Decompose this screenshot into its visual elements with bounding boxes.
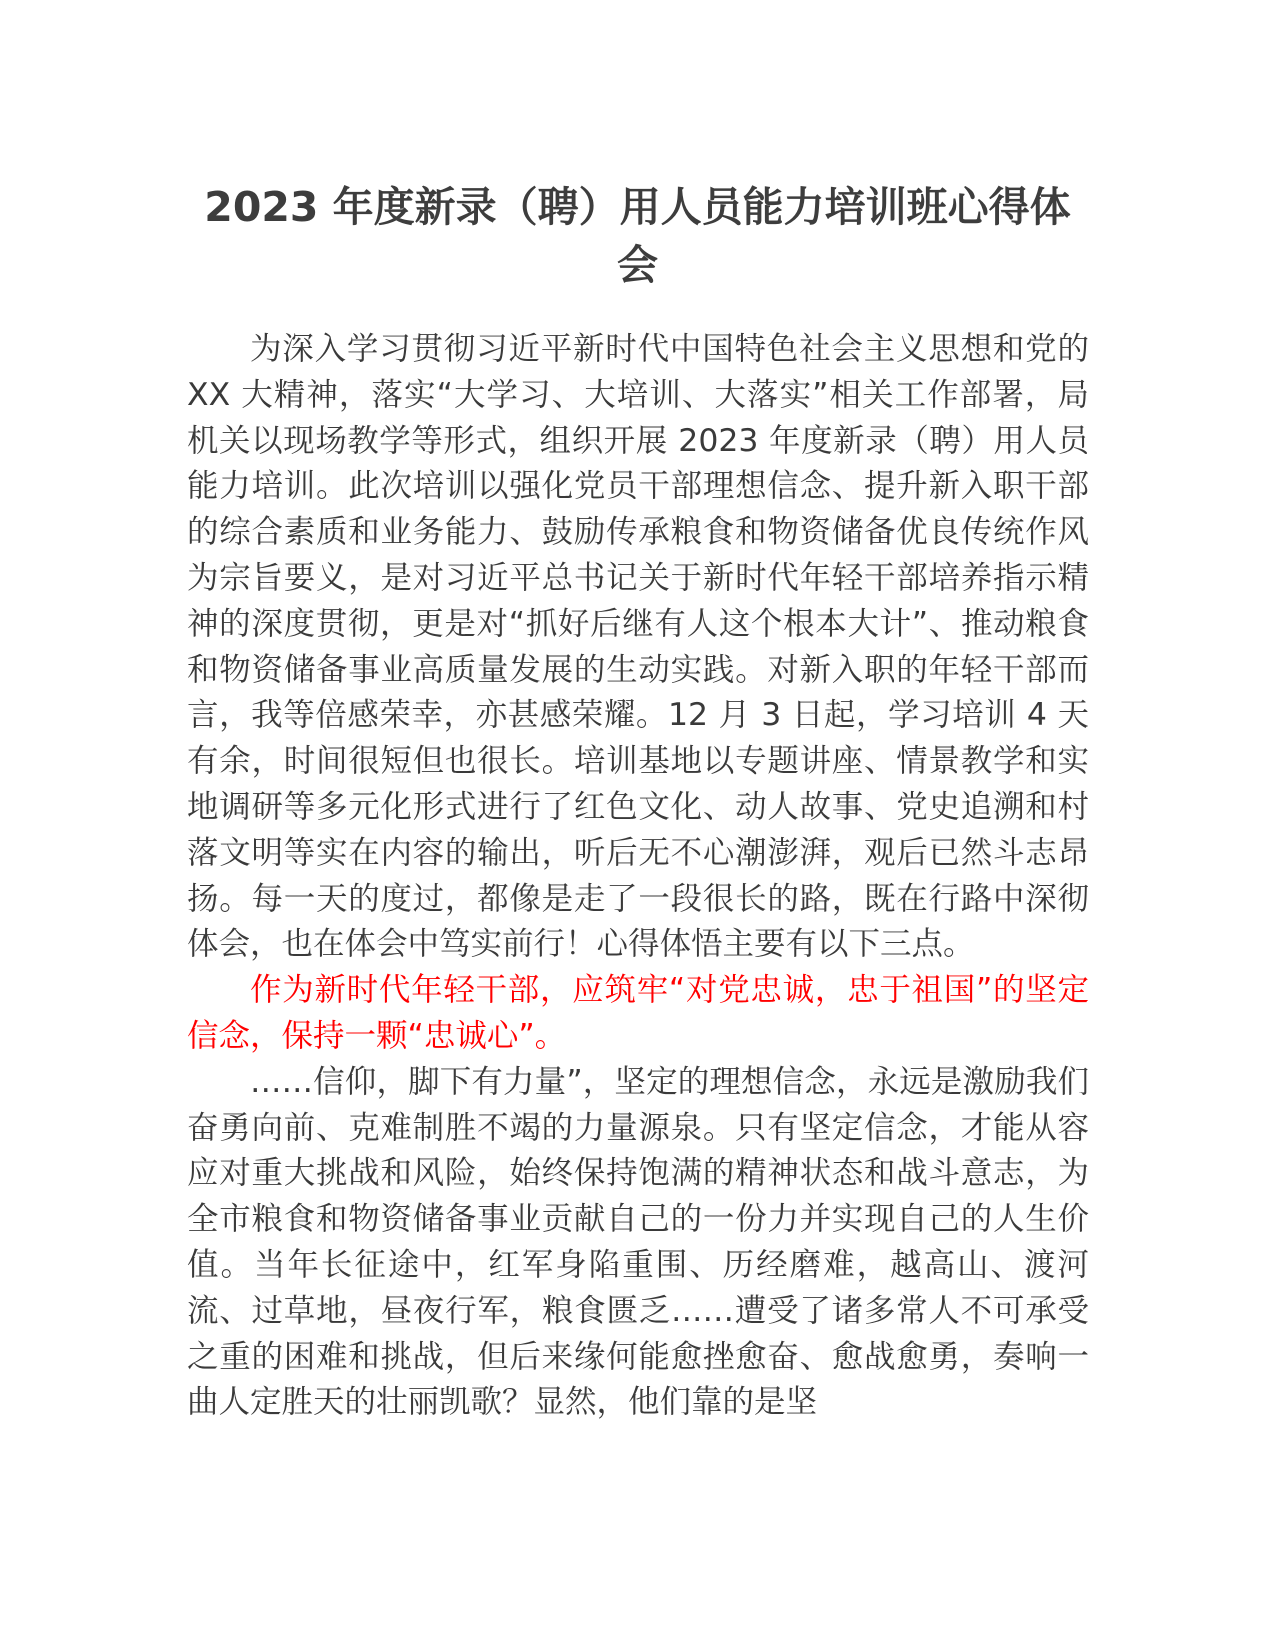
paragraph-highlight-heading: 作为新时代年轻干部，应筑牢“对党忠诚，忠于祖国”的坚定信念，保持一颗“忠诚心”。 <box>187 972 1089 1054</box>
paragraph-intro: 为深入学习贯彻习近平新时代中国特色社会主义思想和党的 XX 大精神，落实“大学习、大培训、大落实”相关工作部署，局机关以现场教学等形式，组织开展 2023 年度新录（聘）用人员能力培训。此次培训以强化党员干部理想信念、提升新入职干部的综合素质和业务能力、鼓励传承粮食和物资储备优良传统作风为宗旨要义，是对习近平总书记关于新时代年轻干部培养指示精神的深度贯彻，更是对“抓好后继有人这个根本大计”、推动粮食和物资储备事业高质量发展的生动实践。对新入职的年轻干部而言，我等倍感荣幸，亦甚感荣耀。12 月 3 日起，学习培训 4 天有余，时间很短但也很长。培训基地以专题讲座、情景教学和实地调研等多元化形式进行了红色文化、动人故事、党史追溯和村落文明等实在内容的输出，听后无不心潮澎湃，观后已然斗志昂扬。每一天的度过，都像是走了一段很长的路，既在行路中深彻体会，也在体会中笃实前行！心得体悟主要有以下三点。 <box>187 331 1089 963</box>
document-body <box>187 327 1089 1426</box>
document-title: 2023 年度新录（聘）用人员能力培训班心得体会 <box>204 183 1071 289</box>
paragraph-belief: ……信仰，脚下有力量”，坚定的理想信念，永远是激励我们奋勇向前、克难制胜不竭的力量源泉。只有坚定信念，才能从容应对重大挑战和风险，始终保持饱满的精神状态和战斗意志，为全市粮食和物资储备事业贡献自己的一份力并实现自己的人生价值。当年长征途中，红军身陷重围、历经磨难，越高山、渡河流、过草地，昼夜行军，粮食匮乏……遭受了诸多常人不可承受之重的困难和挑战，但后来缘何能愈挫愈奋、愈战愈勇，奏响一曲人定胜天的壮丽凯歌？显然，他们靠的是坚 <box>187 1063 1089 1421</box>
